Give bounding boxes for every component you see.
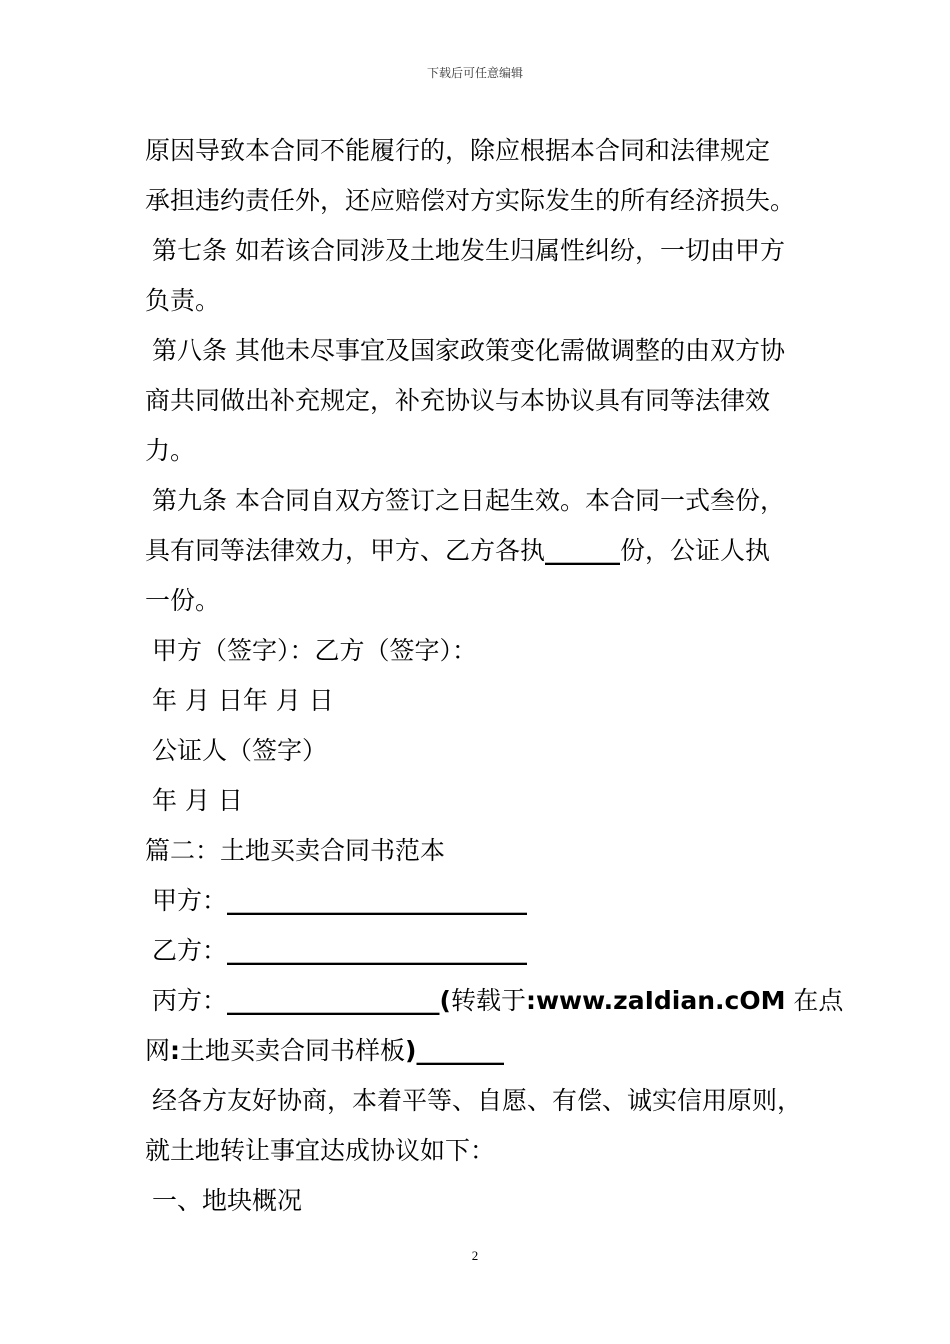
text-line: 网:土地买卖合同书样板)_______ [145, 1036, 504, 1065]
section-title: 篇二：土地买卖合同书范本 [145, 836, 446, 865]
text-line: 具有同等法律效力，甲方、乙方各执______份，公证人执 [145, 536, 771, 565]
article-9-line: 第九条 本合同自双方签订之日起生效。本合同一式叁份， [152, 486, 785, 515]
text-line: 商共同做出补充规定，补充协议与本协议具有同等法律效 [145, 386, 771, 415]
document-body [145, 126, 844, 1226]
bold-run: ______ [545, 536, 621, 565]
text-line: 力。 [145, 436, 196, 465]
bold-run: ________________________ [227, 936, 528, 965]
bold-run: )_______ [405, 1036, 504, 1065]
article-7-line: 第七条 如若该合同涉及土地发生归属性纠纷，一切由甲方 [152, 236, 785, 265]
bold-run: :www.zaIdian.cOM [525, 986, 786, 1015]
party-a-line: 甲方：________________________ [152, 886, 528, 915]
signature-date-line: 年 月 日年 月 日 [152, 686, 334, 715]
text-line: 承担违约责任外，还应赔偿对方实际发生的所有经济损失。 [145, 186, 796, 215]
bold-run: : [170, 1036, 181, 1065]
page-header: 下载后可任意编辑 [426, 66, 523, 80]
subsection-title: 一、地块概况 [152, 1186, 303, 1215]
page-number: 2 [471, 1248, 479, 1263]
signature-parties-line: 甲方（签字）：乙方（签字）： [152, 636, 478, 665]
notary-date-line: 年 月 日 [152, 786, 243, 815]
party-b-line: 乙方：________________________ [152, 936, 528, 965]
text-line: 负责。 [145, 286, 221, 315]
text-line: 原因导致本合同不能履行的，除应根据本合同和法律规定 [145, 136, 771, 165]
text-line: 经各方友好协商，本着平等、自愿、有偿、诚实信用原则， [152, 1086, 803, 1115]
party-c-line: 丙方：_________________(转载于:www.zaIdian.cOM 在点 [152, 986, 844, 1015]
bold-run: ________________________ [227, 886, 528, 915]
text-line: 就土地转让事宜达成协议如下： [145, 1136, 496, 1165]
notary-signature-line: 公证人（签字） [152, 736, 328, 765]
article-8-line: 第八条 其他未尽事宜及国家政策变化需做调整的由双方协 [152, 336, 785, 365]
text-line: 一份。 [145, 586, 221, 615]
bold-run: _________________( [227, 986, 451, 1015]
